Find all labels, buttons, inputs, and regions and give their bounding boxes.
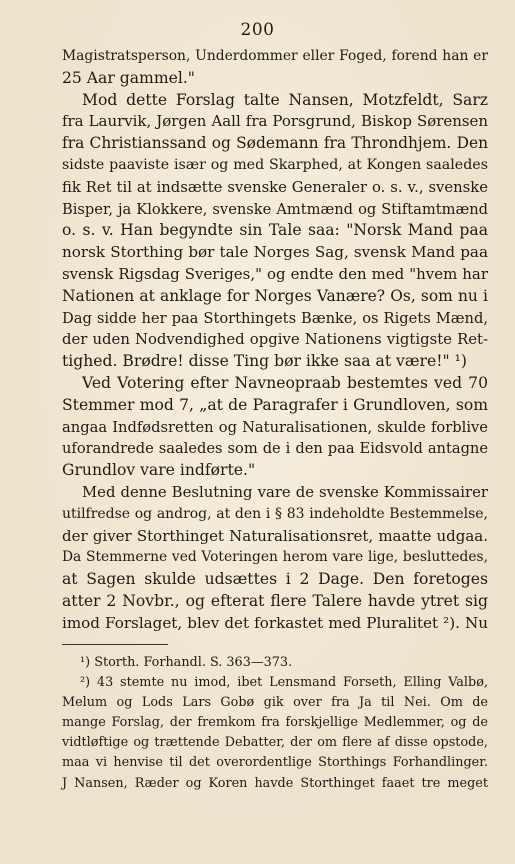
text-line: Grundlov vare indførte." bbox=[62, 461, 256, 480]
text-line: Ved Votering efter Navneopraab bestemtes ved 70 bbox=[82, 373, 488, 392]
footnote-line: Melum og Lods Lars Gobø gik over fra Ja til Nei. Om de bbox=[62, 695, 488, 711]
text-line: fra Christianssand og Sødemann fra Throndhjem. Den bbox=[62, 134, 488, 153]
footnote-line: mange Forslag, der fremkom fra forskjellige Medlemmer, og de bbox=[62, 715, 488, 731]
footnote-line: J Nansen, Ræder og Koren havde Storthinget faaet tre meget bbox=[62, 775, 488, 791]
text-line: o. s. v. Han begyndte sin Tale saa: "Norsk Mand paa bbox=[62, 221, 488, 240]
text-line: atter 2 Novbr., og efterat flere Talere havde ytret sig bbox=[62, 591, 488, 610]
text-line: fik Ret til at indsætte svenske Generaler o. s. v., svenske bbox=[62, 178, 488, 196]
text-line: Magistratsperson, Underdommer eller Foged, forend han er bbox=[62, 48, 488, 64]
footnotes bbox=[62, 653, 488, 794]
text-line: svensk Rigsdag Sveriges," og endte den med "hvem har bbox=[62, 264, 488, 283]
text-line: fra Laurvik, Jørgen Aall fra Porsgrund, Biskop Sørensen bbox=[62, 112, 488, 131]
text-line: Mod dette Forslag talte Nansen, Motzfeldt, Sarz bbox=[82, 90, 488, 109]
text-line: Da Stemmerne ved Voteringen herom vare lige, besluttedes, bbox=[62, 549, 488, 566]
text-line: norsk Storthing bør tale Norges Sag, svensk Mand paa bbox=[62, 243, 488, 262]
footnote-divider bbox=[62, 644, 168, 645]
footnote-line: ¹) Storth. Forhandl. S. 363—373. bbox=[80, 655, 293, 670]
text-line: sidste paaviste især og med Skarphed, at Kongen saaledes bbox=[62, 156, 488, 173]
text-line: der uden Nodvendighed opgive Nationens vigtigste Ret- bbox=[62, 331, 488, 349]
text-line: Dag sidde her paa Storthingets Bænke, os Rigets Mænd, bbox=[62, 309, 488, 327]
page-number: 200 bbox=[240, 20, 275, 40]
text-line: imod Forslaget, blev det forkastet med Pluralitet ²). Nu bbox=[62, 613, 488, 632]
footnote-line: vidtløftige og trættende Debatter, der om flere af disse opstode, bbox=[62, 735, 488, 751]
text-line: Med denne Beslutning vare de svenske Kommissairer bbox=[82, 483, 488, 501]
text-line: uforandrede saaledes som de i den paa Eidsvold antagne bbox=[62, 440, 488, 458]
text-line: angaa Indfødsretten og Naturalisationen, skulde forblive bbox=[62, 418, 488, 436]
body-text bbox=[62, 46, 488, 635]
footnote-line: ²) 43 stemte nu imod, ibet Lensmand Forseth, Elling Valbø, bbox=[80, 675, 488, 691]
text-line: utilfredse og androg, at den i § 83 indeholdte Bestemmelse, bbox=[62, 505, 488, 522]
text-line: tighed. Brødre! disse Ting bør ikke saa at være!" ¹) bbox=[62, 352, 467, 371]
text-line: der giver Storthinget Naturalisationsret, maatte udgaa. bbox=[62, 526, 488, 545]
text-line: 25 Aar gammel." bbox=[62, 68, 195, 87]
text-line: Stemmer mod 7, „at de Paragrafer i Grundloven, som bbox=[62, 395, 488, 414]
text-line: at Sagen skulde udsættes i 2 Dage. Den foretoges bbox=[62, 570, 488, 589]
text-line: Nationen at anklage for Norges Vanære? Os, som nu i bbox=[62, 286, 488, 305]
footnote-line: maa vi henvise til det overordentlige Storthings Forhandlinger. bbox=[62, 755, 488, 771]
text-line: Bisper, ja Klokkere, svenske Amtmænd og Stiftamtmænd bbox=[62, 200, 488, 218]
